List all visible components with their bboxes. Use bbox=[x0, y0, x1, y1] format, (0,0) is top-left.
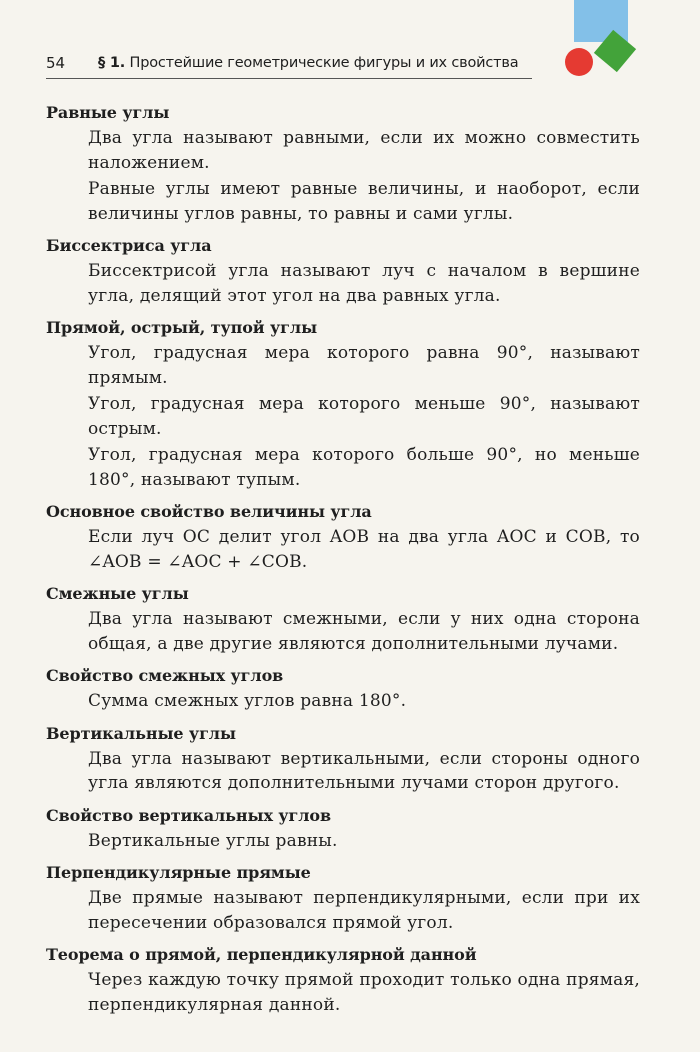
definition-heading: Основное свойство величины угла bbox=[46, 502, 372, 521]
section-title-text: Простейшие геометрические фигуры и их свойства bbox=[129, 55, 519, 71]
definition-heading: Вертикальные углы bbox=[46, 723, 236, 743]
definition-paragraph: Два угла называют вертикальными, если стороны одного угла являются дополнительными лучами сторон другого. bbox=[88, 748, 640, 793]
definition-block bbox=[46, 235, 640, 308]
definition-block bbox=[46, 583, 640, 656]
section-mark: § 1. bbox=[98, 55, 126, 71]
definition-heading: Перпендикулярные прямые bbox=[46, 863, 311, 882]
definition-paragraph: Биссектрисой угла называют луч с началом в вершине угла, делящий этот угол на два равных угла. bbox=[88, 261, 640, 306]
definition-paragraph: Две прямые называют перпендикулярными, если при их пересечении образовался прямой угол. bbox=[88, 888, 640, 933]
definition-block bbox=[46, 501, 640, 574]
definition-heading: Прямой, острый, тупой углы bbox=[46, 318, 318, 337]
definition-heading: Свойство вертикальных углов bbox=[46, 805, 332, 825]
section-logo-icon bbox=[552, 0, 652, 90]
definition-paragraph: Если луч OC делит угол AOB на два угла AOC и COB, то ∠AOB = ∠AOC + ∠COB. bbox=[88, 527, 640, 572]
definition-paragraph: Равные углы имеют равные величины, и наоборот, если величины углов равны, то равны и сами углы. bbox=[88, 179, 640, 224]
definition-paragraph: Два угла называют смежными, если у них одна сторона общая, а две другие являются дополнительными лучами. bbox=[88, 609, 640, 654]
definition-block bbox=[46, 723, 640, 796]
definition-paragraph: Угол, градусная мера которого равна 90°, называют прямым. bbox=[88, 343, 640, 388]
logo-red-circle bbox=[565, 48, 593, 76]
definition-block bbox=[46, 944, 640, 1017]
definition-paragraph: Угол, градусная мера которого больше 90°, но меньше 180°, называют тупым. bbox=[88, 445, 640, 490]
definition-heading: Свойство смежных углов bbox=[46, 666, 284, 685]
definition-block bbox=[46, 317, 640, 492]
definition-paragraph: Угол, градусная мера которого меньше 90°, называют острым. bbox=[88, 394, 640, 439]
definition-paragraph: Вертикальные углы равны. bbox=[88, 830, 338, 851]
definition-heading: Равные углы bbox=[46, 103, 170, 122]
definition-heading: Теорема о прямой, перпендикулярной данной bbox=[46, 945, 477, 964]
definition-block bbox=[46, 862, 640, 935]
section-title bbox=[98, 55, 518, 71]
definitions-list bbox=[46, 102, 640, 1026]
definition-heading: Смежные углы bbox=[46, 584, 189, 603]
page-number: 54 bbox=[46, 54, 66, 72]
definition-paragraph: Сумма смежных углов равна 180°. bbox=[88, 691, 407, 711]
definition-paragraph: Два угла называют равными, если их можно совместить наложением. bbox=[88, 128, 640, 173]
definition-block bbox=[46, 805, 640, 854]
definition-block bbox=[46, 102, 640, 226]
page-header bbox=[46, 54, 532, 79]
definition-block bbox=[46, 665, 640, 714]
definition-heading: Биссектриса угла bbox=[46, 236, 212, 255]
definition-paragraph: Через каждую точку прямой проходит только одна прямая, перпендикулярная данной. bbox=[88, 970, 640, 1015]
